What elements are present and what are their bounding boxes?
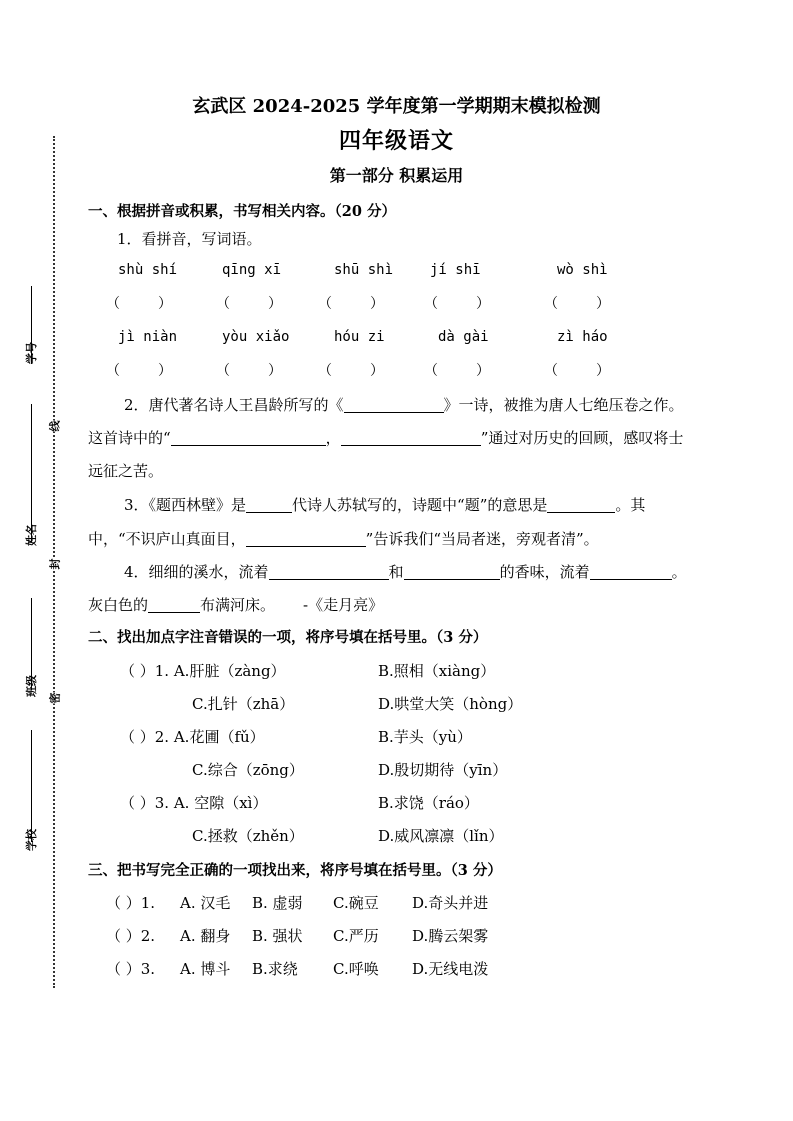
s3-row-3-c: C.呼唤: [333, 960, 379, 978]
s3-row-3-d: D.无线电泼: [412, 960, 489, 978]
seal-mark-secret: 密: [48, 692, 62, 704]
section3-heading: 三、把书写完全正确的一项找出来，将序号填在括号里。（3 分）: [88, 862, 502, 879]
q2-line2: 这首诗中的“ ， ”通过对历史的回顾，感叹将士: [88, 429, 684, 447]
answer-box-4[interactable]: （ ）: [424, 296, 490, 312]
s3-row-2-a: A. 翻身: [180, 927, 231, 945]
q4-line2: 灰白色的 布满河床。 -《走月亮》: [88, 596, 384, 614]
answer-box-10[interactable]: （ ）: [544, 363, 610, 379]
s3-row-1-b: B. 虚弱: [252, 894, 303, 912]
s2-row-3-left: （ ）2. A.花圃（fǔ）: [120, 728, 265, 746]
school-underline: [31, 730, 32, 842]
q4-blank-3[interactable]: [590, 563, 672, 580]
section1-heading: 一、根据拼音或积累，书写相关内容。（20 分）: [88, 203, 396, 220]
s3-row-2-b: B. 强状: [252, 927, 303, 945]
s3-row-3-a: A. 博斗: [180, 960, 231, 978]
s3-row-1-num: （ ）1.: [106, 894, 156, 912]
s3-row-1-a: A. 汉毛: [180, 894, 231, 912]
q3-line1: 3．《题西林壁》是 代诗人苏轼写的，诗题中“题”的意思是 。其: [124, 496, 646, 514]
q3-meaning-blank[interactable]: [547, 496, 615, 513]
section2-heading: 二、找出加点字注音错误的一项，将序号填在括号里。（3 分）: [88, 629, 488, 646]
class-label: 班级: [25, 675, 38, 697]
q2-verse-blank-2[interactable]: [341, 429, 481, 446]
s2-row-2-right: D.哄堂大笑（hòng）: [378, 695, 523, 713]
q2-line3: 远征之苦。: [88, 462, 164, 480]
q3-verse-blank[interactable]: [246, 530, 366, 547]
pinyin-2: qīng xī: [222, 262, 282, 278]
q4-blank-1[interactable]: [269, 563, 389, 580]
answer-box-2[interactable]: （ ）: [216, 296, 282, 312]
pinyin-7: yòu xiǎo: [222, 329, 290, 345]
s3-row-1-d: D.奇头并进: [412, 894, 489, 912]
answer-box-8[interactable]: （ ）: [318, 363, 384, 379]
part-title: 第一部分 积累运用: [329, 166, 464, 185]
name-underline: [31, 404, 32, 542]
s3-row-3-num: （ ）3.: [106, 960, 156, 978]
q3-line2: 中，“不识庐山真面目， ”告诉我们“当局者迷，旁观者清”。: [88, 530, 599, 548]
exam-title: 玄武区 2024-2025 学年度第一学期期末模拟检测: [192, 96, 601, 117]
q2-verse-blank-1[interactable]: [171, 429, 326, 446]
pinyin-10: zì háo: [557, 329, 608, 345]
s3-row-2-c: C.严历: [333, 927, 379, 945]
q3-dynasty-blank[interactable]: [246, 496, 292, 513]
s2-row-4-left: C.综合（zōng）: [192, 761, 304, 779]
s2-row-6-left: C.拯救（zhěn）: [192, 827, 304, 845]
pinyin-9: dà gài: [438, 329, 489, 345]
pinyin-1: shù shí: [118, 262, 178, 278]
pinyin-5: wò shì: [557, 262, 608, 278]
answer-box-6[interactable]: （ ）: [106, 363, 172, 379]
name-label: 姓名: [25, 524, 38, 546]
answer-box-9[interactable]: （ ）: [424, 363, 490, 379]
s3-row-1-c: C.碗豆: [333, 894, 379, 912]
pinyin-6: jì niàn: [118, 329, 178, 345]
s3-row-2-d: D.腾云架雾: [412, 927, 489, 945]
answer-box-7[interactable]: （ ）: [216, 363, 282, 379]
s2-row-1-left: （ ）1. A.肝脏（zàng）: [120, 662, 286, 680]
s2-row-6-right: D.威风凛凛（lǐn）: [378, 827, 504, 845]
seal-mark-seal: 封: [48, 558, 62, 570]
q4-line1: 4．细细的溪水，流着 和 的香味，流着 。: [124, 563, 687, 581]
seal-mark-line: 线: [48, 420, 62, 432]
s2-row-2-left: C.扎针（zhā）: [192, 695, 295, 713]
q2-line1: 2．唐代著名诗人王昌龄所写的《 》一诗，被推为唐人七绝压卷之作。: [124, 396, 684, 414]
pinyin-3: shū shì: [334, 262, 394, 278]
s3-row-3-b: B.求绕: [252, 960, 298, 978]
answer-box-3[interactable]: （ ）: [318, 296, 384, 312]
pinyin-8: hóu zi: [334, 329, 385, 345]
school-label: 学校: [25, 829, 38, 851]
q4-blank-2[interactable]: [404, 563, 500, 580]
s2-row-1-right: B.照相（xiàng）: [378, 662, 496, 680]
exam-subject: 四年级语文: [338, 128, 454, 154]
q2-title-blank[interactable]: [344, 396, 444, 413]
s2-row-5-right: B.求饶（ráo）: [378, 794, 479, 812]
q4-blank-4[interactable]: [148, 596, 200, 613]
answer-box-1[interactable]: （ ）: [106, 296, 172, 312]
q1-label: 1．看拼音，写词语。: [117, 230, 262, 248]
student-id-label: 学号: [25, 342, 38, 364]
pinyin-4: jí shī: [430, 262, 481, 278]
q4-source: -《走月亮》: [303, 596, 384, 614]
s3-row-2-num: （ ）2.: [106, 927, 156, 945]
s2-row-4-right: D.殷切期待（yīn）: [378, 761, 508, 779]
answer-box-5[interactable]: （ ）: [544, 296, 610, 312]
s2-row-3-right: B.芋头（yù）: [378, 728, 472, 746]
s2-row-5-left: （ ）3. A. 空隙（xì）: [120, 794, 268, 812]
